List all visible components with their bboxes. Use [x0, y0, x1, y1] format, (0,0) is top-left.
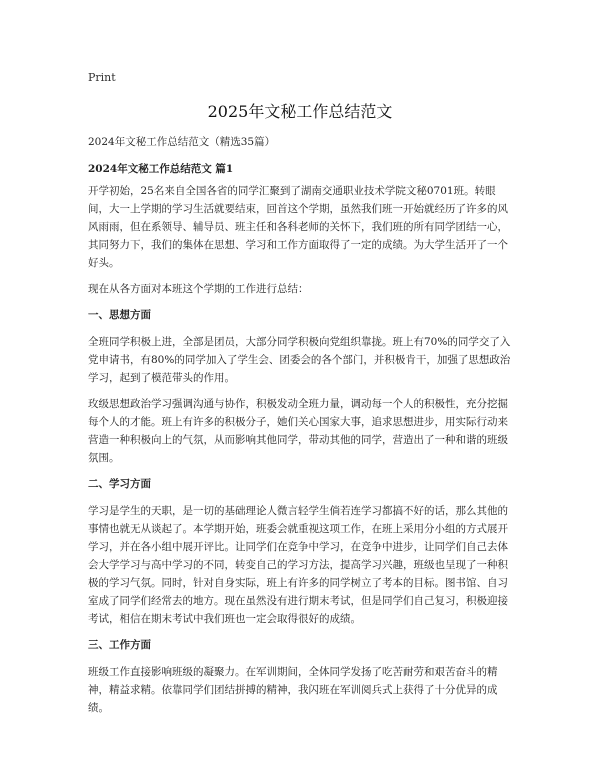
intro-paragraph: 现在从各方面对本班这个学期的工作进行总结：: [88, 283, 309, 295]
page-title: 2025年文秘工作总结范文: [207, 102, 393, 121]
print-label[interactable]: Print: [88, 71, 116, 84]
intro-paragraph: 开学初始，25名来自全国各省的同学汇聚到了湖南交通职业技术学院文秘0701班。转眼间，大一上学期的学习生活就要结束，回首这个学期，虽然我们班一开始就经历了许多的风风雨雨，但在系领导、辅导员、班主任和各科老师的关怀下，我们班的所有同学团结一心，其同努力下，我们的集体在思想、学习和工作方面取得了一定的成绩。为大学生活开了一个好头。: [88, 185, 508, 269]
document-subtitle: 2024年文秘工作总结范文（精选35篇）: [88, 136, 276, 148]
section-paragraph: 全班同学积极上进，全部是团员，大部分同学积极向党组织靠拢。班上有70%的同学交了入党申请书，有80%的同学加入了学生会、团委会的各个部门，并积极肯干，加强了思想政治学习，起到了模范带头的作用。: [88, 336, 511, 384]
document-body: [88, 133, 516, 725]
section-paragraph: 班级工作直接影响班级的凝聚力。在军训期间，全体同学发扬了吃苦耐劳和艰苦奋斗的精神，精益求精。依靠同学们团结拼搏的精神，我闪班在军训阅兵式上获得了十分优异的成绩。: [88, 666, 498, 714]
section-paragraph: 玫级思想政治学习强调沟通与协作，积极发动全班力量，调动每一个人的积极性，充分挖掘每个人的才能。班上有许多的积极分子，她们关心国家大事，追求思想进步，用实际行动来营造一种积极向上的气氛，从而影响其他同学，带动其他的同学，营造出了一种和谐的班级氛围。: [88, 398, 508, 464]
section-heading-work: 三、工作方面: [88, 639, 151, 651]
article-heading: 2024年文秘工作总结范文 篇1: [88, 163, 234, 175]
section-paragraph: 学习是学生的天职，是一切的基础理论人微言轻学生倘若连学习都搞不好的话，那么其他的事情也就无从谈起了。本学期开始，班委会就重视这项工作，在班上采用分小组的方式展开学习，并在各小组中展开评比。让同学们在竞争中学习，在竞争中进步，让同学们自己去体会大学学习与高中学习的不同，转变自己的学习方法，提高学习兴趣，班级也呈现了一种积极的学习气氛。同时，针对自身实际，班上有许多的同学树立了考本的目标。图书馆、自习室成了同学们经常去的地方。现在虽然没有进行期末考试，但是同学们自己复习，积极迎接考试，相信在期末考试中我们班也一定会取得很好的成绩。: [88, 505, 508, 625]
section-heading-study: 二、学习方面: [88, 478, 151, 490]
section-heading-thought: 一、思想方面: [88, 309, 151, 321]
